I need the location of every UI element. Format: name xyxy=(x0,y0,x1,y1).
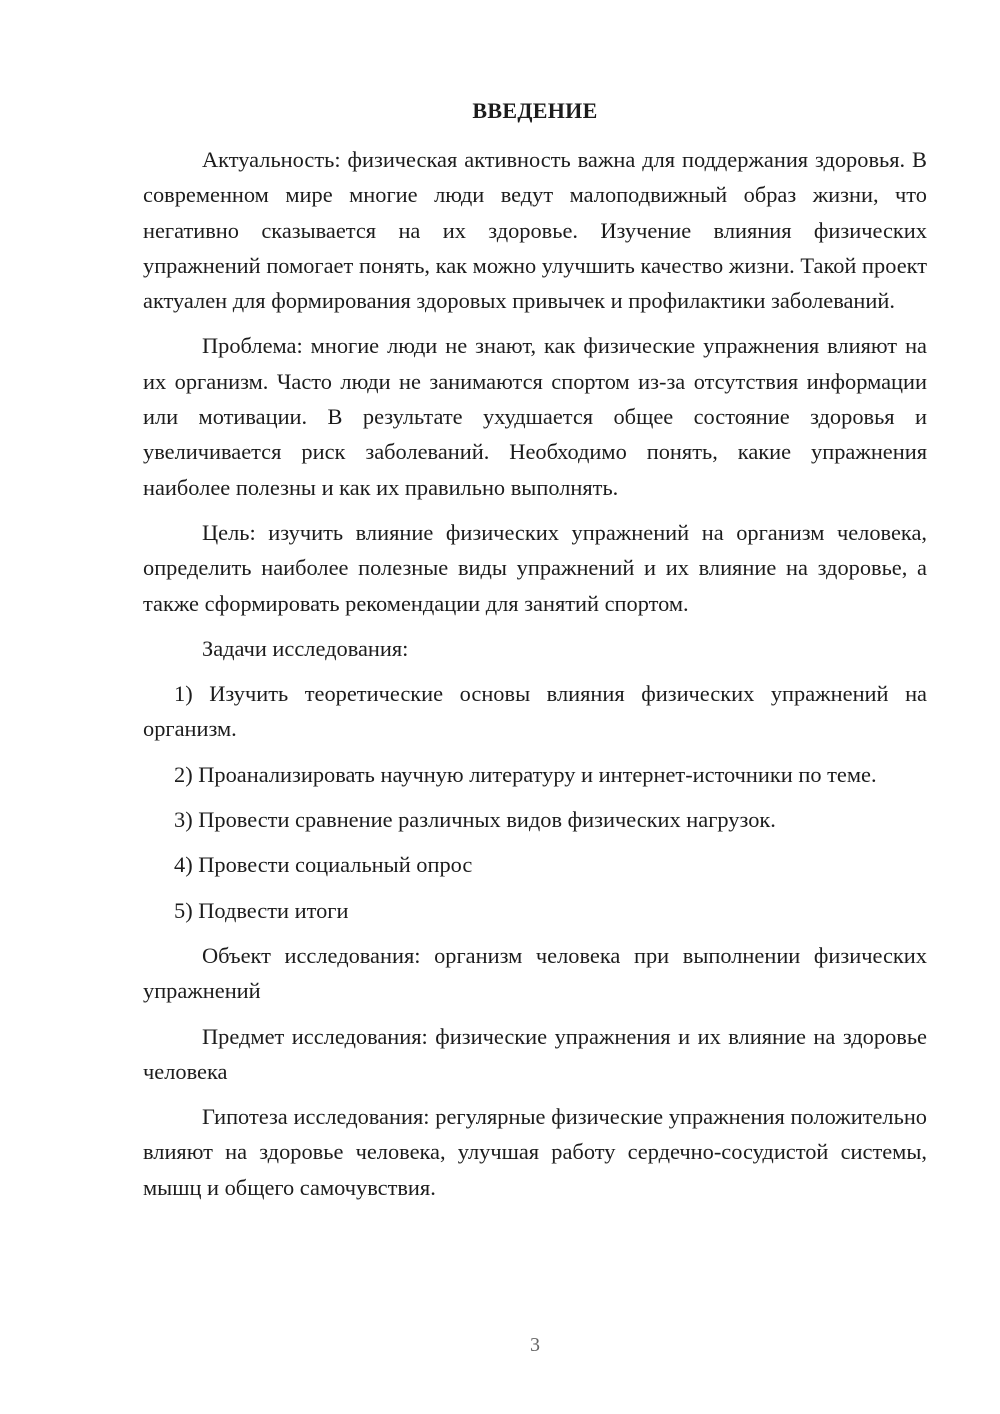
document-body xyxy=(143,142,927,1215)
paragraph-goal: Цель: изучить влияние физических упражнений на организм человека, определить наиболее полезные виды упражнений и их влияние на здоровье, а также сформировать рекомендации для занятий спортом. xyxy=(143,519,927,616)
task-item: 4) Провести социальный опрос xyxy=(174,852,473,878)
paragraph-tasks-heading: Задачи исследования: xyxy=(202,635,409,661)
task-item: 2) Проанализировать научную литературу и интернет-источники по теме. xyxy=(174,761,877,787)
page-number: 3 xyxy=(530,1334,540,1356)
paragraph-relevance: Актуальность: физическая активность важна для поддержания здоровья. В современном мире многие люди ведут малоподвижный образ жизни, что негативно сказывается на их здоровье. Изучение влияния физических упражнений помогает понять, как можно улучшить качество жизни. Такой проект актуален для формирования здоровых привычек и профилактики заболеваний. xyxy=(143,147,927,314)
task-item: 3) Провести сравнение различных видов физических нагрузок. xyxy=(174,807,776,833)
task-item: 5) Подвести итоги xyxy=(174,897,349,923)
paragraph-problem: Проблема: многие люди не знают, как физические упражнения влияют на их организм. Часто люди не занимаются спортом из-за отсутствия информации или мотивации. В результате ухудшается общее состояние здоровья и увеличивается риск заболеваний. Необходимо понять, какие упражнения наиболее полезны и как их правильно выполнять. xyxy=(143,333,927,500)
page-title: ВВЕДЕНИЕ xyxy=(472,98,598,123)
paragraph-object: Объект исследования: организм человека при выполнении физических упражнений xyxy=(143,942,927,1004)
paragraph-hypothesis: Гипотеза исследования: регулярные физические упражнения положительно влияют на здоровье человека, улучшая работу сердечно-сосудистой системы, мышц и общего самочувствия. xyxy=(143,1104,927,1200)
paragraph-subject: Предмет исследования: физические упражнения и их влияние на здоровье человека xyxy=(143,1023,927,1084)
task-item: 1) Изучить теоретические основы влияния физических упражнений на организм. xyxy=(143,681,927,742)
